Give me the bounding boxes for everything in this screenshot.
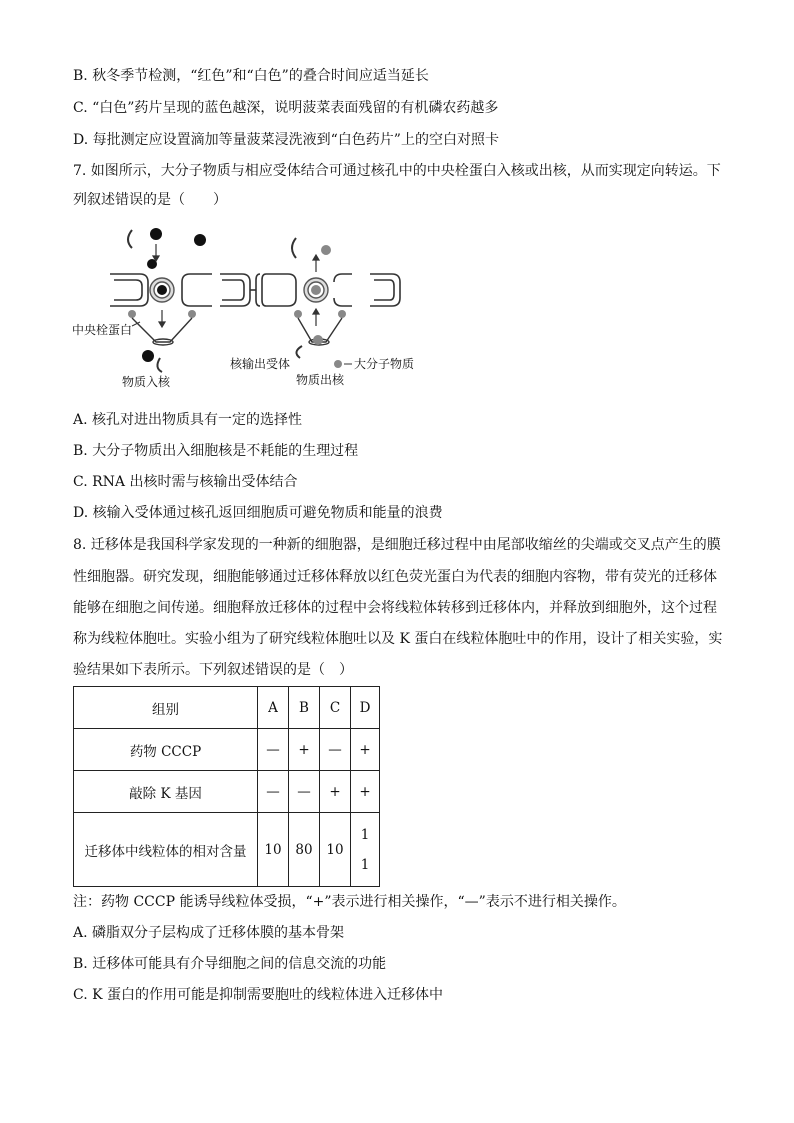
table-cell: + — [351, 729, 380, 771]
export-receptor — [292, 238, 296, 258]
table-cell: B — [289, 687, 320, 729]
q8-stem-line2: 性细胞器。研究发现，细胞能够通过迁移体释放以红色荧光蛋白为代表的细胞内容物，带有荧光的迁移体 — [73, 569, 717, 585]
table-cell: 10 — [258, 813, 289, 887]
table-row — [74, 771, 380, 813]
q8-note: 注：药物 CCCP 能诱导线粒体受损，“+”表示进行相关操作，“—”表示不进行相关操作。 — [73, 894, 626, 910]
table-cell: + — [351, 771, 380, 813]
table-cell: 敲除 K 基因 — [74, 771, 258, 813]
q7-stem-line2: 列叙述错误的是（ ） — [73, 192, 227, 208]
results-table — [73, 686, 380, 887]
label-central-plug: 中央栓蛋白 — [72, 323, 133, 337]
q6-option-d: D. 每批测定应设置滴加等量菠菜浸洗液到“白色药片”上的空白对照卡 — [73, 132, 499, 148]
q8-option-b: B. 迁移体可能具有介导细胞之间的信息交流的功能 — [73, 956, 387, 972]
q8-stem-line3: 能够在细胞之间传递。细胞释放迁移体的过程中会将线粒体转移到迁移体内，并释放到细胞外，这个过程 — [73, 600, 717, 616]
stacked-digit-top: 1 — [360, 826, 370, 843]
table-cell: A — [258, 687, 289, 729]
stacked-digit-bottom: 1 — [360, 856, 370, 873]
q8-stem-line4: 称为线粒体胞吐。实验小组为了研究线粒体胞吐以及 K 蛋白在线粒体胞吐中的作用，设计了相关实验，实 — [73, 631, 723, 647]
label-macromolecule: 大分子物质 — [354, 357, 415, 371]
q8-stem-line5: 验结果如下表所示。下列叙述错误的是（ ） — [73, 662, 353, 678]
q6-option-c: C. “白色”药片呈现的蓝色越深，说明菠菜表面残留的有机磷农药越多 — [73, 100, 499, 116]
q8-option-c: C. K 蛋白的作用可能是抑制需要胞吐的线粒体进入迁移体中 — [73, 987, 444, 1003]
table-cell: — — [320, 729, 351, 771]
table-cell: 组别 — [74, 687, 258, 729]
table-cell: 10 — [320, 813, 351, 887]
q8-stem-line1: 8. 迁移体是我国科学家发现的一种新的细胞器，是细胞迁移过程中由尾部收缩丝的尖端或交叉点产生的膜 — [73, 537, 721, 553]
q6-option-b: B. 秋冬季节检测，“红色”和“白色”的叠合时间应适当延长 — [73, 68, 429, 84]
membrane-segment-left-2 — [190, 274, 212, 306]
membrane-segment-right-2 — [370, 274, 400, 306]
q7-option-d: D. 核输入受体通过核孔返回细胞质可避免物质和能量的浪费 — [73, 505, 443, 521]
q7-option-a: A. 核孔对进出物质具有一定的选择性 — [73, 412, 303, 428]
q7-option-c: C. RNA 出核时需与核输出受体结合 — [73, 474, 298, 490]
table-cell: + — [289, 729, 320, 771]
table-row — [74, 813, 380, 887]
macromolecule-dot — [150, 228, 162, 240]
q8-option-a: A. 磷脂双分子层构成了迁移体膜的基本骨架 — [73, 925, 345, 941]
table-cell: 药物 CCCP — [74, 729, 258, 771]
table-cell: 迁移体中线粒体的相对含量 — [74, 813, 258, 887]
table-cell: — — [258, 771, 289, 813]
membrane-segment-right-1 — [262, 274, 296, 306]
table-cell: — — [258, 729, 289, 771]
label-import: 物质入核 — [122, 375, 171, 389]
table-cell: 80 — [289, 813, 320, 887]
table-cell: D — [351, 687, 380, 729]
nuclear-pore-figure — [70, 222, 430, 396]
import-receptor — [128, 230, 132, 248]
table-cell-stacked — [351, 813, 380, 887]
membrane-segment-left-3 — [220, 274, 250, 306]
table-row — [74, 729, 380, 771]
table-cell: + — [320, 771, 351, 813]
table-cell: — — [289, 771, 320, 813]
label-export: 物质出核 — [296, 373, 345, 387]
q7-option-b: B. 大分子物质出入细胞核是不耗能的生理过程 — [73, 443, 359, 459]
q7-stem-line1: 7. 如图所示，大分子物质与相应受体结合可通过核孔中的中央栓蛋白入核或出核，从而实现定向转运。下 — [73, 163, 721, 179]
table-header-row — [74, 687, 380, 729]
label-export-receptor: 核输出受体 — [230, 357, 291, 371]
table-cell: C — [320, 687, 351, 729]
